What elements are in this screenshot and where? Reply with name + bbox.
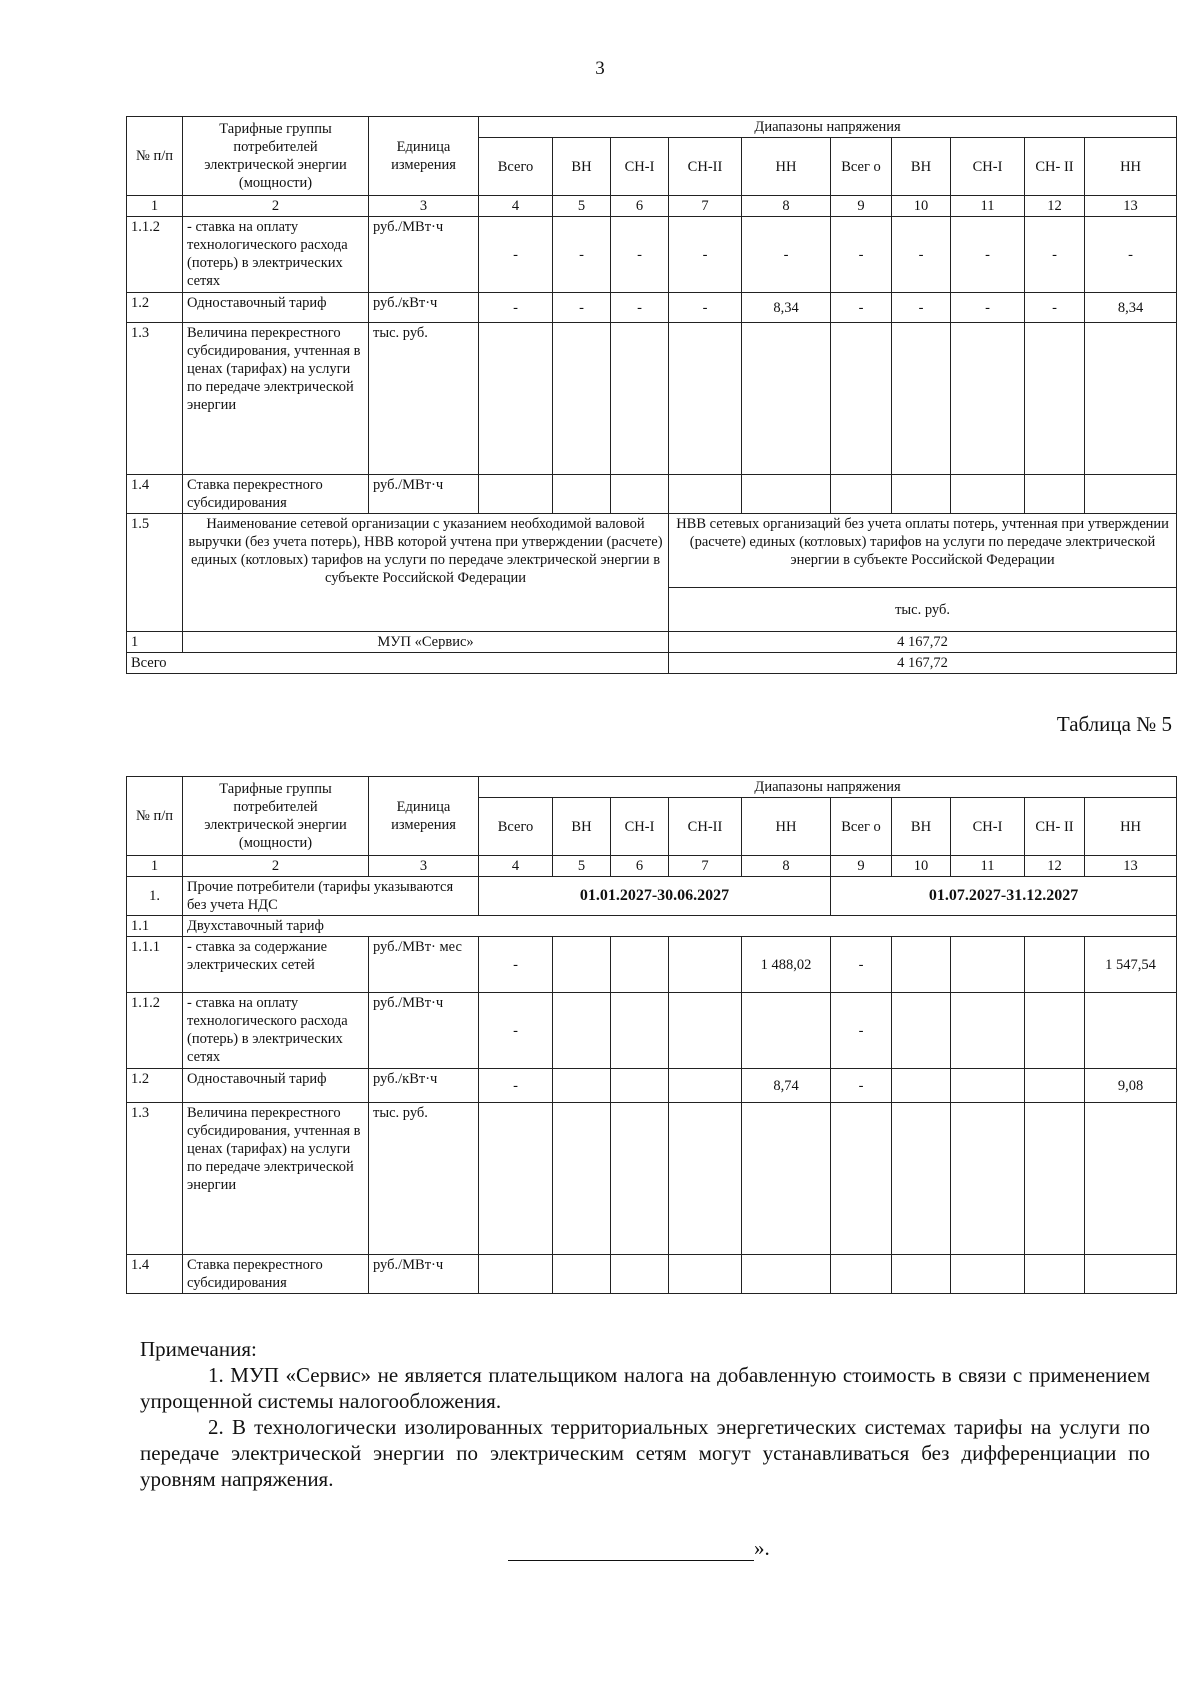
cell-value: - — [1025, 217, 1085, 293]
header-col: СН-I — [611, 138, 669, 196]
table-row — [127, 937, 1177, 993]
cell-value: - — [892, 217, 951, 293]
row-num: 1.1.2 — [127, 217, 183, 293]
cell-value: - — [479, 937, 553, 993]
row-name: - ставка на оплату технологического расхода (потерь) в электрических сетях — [183, 217, 369, 293]
cell-value: - — [479, 1069, 553, 1103]
cell-value: - — [611, 293, 669, 323]
col-number: 1 — [127, 856, 183, 877]
cell-value: - — [669, 217, 742, 293]
cell-value: - — [951, 217, 1025, 293]
cell-value: - — [951, 293, 1025, 323]
header-col: СН-I — [611, 798, 669, 856]
row-unit: руб./кВт·ч — [369, 293, 479, 323]
row-name: Прочие потребители (тарифы указываются без учета НДС — [183, 877, 479, 916]
row-unit: руб./МВт· мес — [369, 937, 479, 993]
cell-value: 9,08 — [1085, 1069, 1177, 1103]
table-row — [127, 217, 1177, 293]
cell-value — [1025, 937, 1085, 993]
tariff-table-5 — [126, 776, 1177, 1294]
header-col: НН — [742, 798, 831, 856]
col-number: 7 — [669, 856, 742, 877]
table-row — [127, 323, 1177, 475]
note-2: 2. В технологически изолированных территориальных энергетических системах тарифы на услуги по передаче электрической энергии по электрическим сетям могут устанавливаться без дифференциации по уровням напряжения. — [140, 1415, 1150, 1491]
row-name: Одноставочный тариф — [183, 293, 369, 323]
col-number: 6 — [611, 856, 669, 877]
page-number: 3 — [595, 58, 605, 79]
row-name: Двухставочный тариф — [183, 916, 1177, 937]
row-name: Ставка перекрестного субсидирования — [183, 1255, 369, 1294]
cell-value: - — [1025, 293, 1085, 323]
row-unit: руб./кВт·ч — [369, 1069, 479, 1103]
header-col: СН- II — [1025, 138, 1085, 196]
row-num: 1.3 — [127, 323, 183, 475]
row-name: Ставка перекрестного субсидирования — [183, 475, 369, 514]
row-name: - ставка за содержание электрических сетей — [183, 937, 369, 993]
col-number: 8 — [742, 196, 831, 217]
header-col: СН-I — [951, 798, 1025, 856]
cell-value — [611, 937, 669, 993]
row-num: 1.2 — [127, 293, 183, 323]
col-number: 6 — [611, 196, 669, 217]
cell-value — [611, 993, 669, 1069]
table-row — [127, 1103, 1177, 1255]
header-col: СН-II — [669, 138, 742, 196]
cell-value — [669, 937, 742, 993]
notes-section — [140, 1336, 1150, 1492]
row-num: 1.1 — [127, 916, 183, 937]
row-name: - ставка на оплату технологического расхода (потерь) в электрических сетях — [183, 993, 369, 1069]
cell-value: - — [742, 217, 831, 293]
table-row — [127, 993, 1177, 1069]
col-number: 10 — [892, 196, 951, 217]
row-unit: тыс. руб. — [369, 323, 479, 475]
cell-value — [1025, 1069, 1085, 1103]
cell-value — [553, 993, 611, 1069]
period-second-half: 01.07.2027-31.12.2027 — [831, 877, 1177, 916]
cell-value: - — [831, 993, 892, 1069]
row-name: Величина перекрестного субсидирования, учтенная в ценах (тарифах) на услуги по передаче электрической энергии — [183, 1103, 369, 1255]
row-num: 1.4 — [127, 475, 183, 514]
cell-value: 1 547,54 — [1085, 937, 1177, 993]
header-voltage: Диапазоны напряжения — [479, 117, 1177, 138]
cell-value — [892, 1069, 951, 1103]
col-number: 3 — [369, 196, 479, 217]
cell-value — [1025, 993, 1085, 1069]
cell-value — [951, 993, 1025, 1069]
row-num: 1.3 — [127, 1103, 183, 1255]
org-header-unit: тыс. руб. — [669, 588, 1177, 632]
cell-value — [951, 937, 1025, 993]
cell-value: 8,74 — [742, 1069, 831, 1103]
col-number: 2 — [183, 856, 369, 877]
org-name: МУП «Сервис» — [183, 632, 669, 653]
header-unit: Единица измерения — [369, 117, 479, 196]
header-groups: Тарифные группы потребителей электрической энергии (мощности) — [183, 777, 369, 856]
row-name: Одноставочный тариф — [183, 1069, 369, 1103]
table-row — [127, 475, 1177, 514]
cell-value: - — [1085, 217, 1177, 293]
cell-value — [951, 1069, 1025, 1103]
cell-value — [892, 993, 951, 1069]
header-col: СН- II — [1025, 798, 1085, 856]
header-col: СН-I — [951, 138, 1025, 196]
cell-value: 8,34 — [742, 293, 831, 323]
header-col: ВН — [553, 138, 611, 196]
cell-value: - — [611, 217, 669, 293]
col-number: 11 — [951, 196, 1025, 217]
org-header-left: Наименование сетевой организации с указанием необходимой валовой выручки (без учета потерь), НВВ которой учтена при утверждении (расчете) единых (котловых) тарифов на услуги по передаче электрической энергии в субъекте Российской Федерации — [183, 514, 669, 632]
table-row — [127, 877, 1177, 916]
cell-value: - — [831, 1069, 892, 1103]
row-num: 1.1.1 — [127, 937, 183, 993]
col-number: 4 — [479, 856, 553, 877]
header-num: № п/п — [127, 777, 183, 856]
table-row — [127, 653, 1177, 674]
header-col: Всего — [479, 798, 553, 856]
cell-value — [1085, 993, 1177, 1069]
cell-value — [669, 993, 742, 1069]
cell-value: - — [831, 217, 892, 293]
header-num: № п/п — [127, 117, 183, 196]
header-col: Всег о — [831, 138, 892, 196]
header-voltage: Диапазоны напряжения — [479, 777, 1177, 798]
row-unit: руб./МВт·ч — [369, 475, 479, 514]
cell-value: - — [479, 993, 553, 1069]
col-number: 9 — [831, 856, 892, 877]
header-col: ВН — [892, 798, 951, 856]
table-row — [127, 1255, 1177, 1294]
notes-title: Примечания: — [140, 1337, 257, 1361]
col-number: 12 — [1025, 196, 1085, 217]
col-number: 5 — [553, 196, 611, 217]
cell-value — [553, 937, 611, 993]
header-col: Всег о — [831, 798, 892, 856]
table-row — [127, 514, 1177, 588]
row-unit: руб./МВт·ч — [369, 217, 479, 293]
total-value: 4 167,72 — [669, 653, 1177, 674]
row-num: 1.2 — [127, 1069, 183, 1103]
total-label: Всего — [127, 653, 669, 674]
cell-value: - — [479, 293, 553, 323]
row-unit: руб./МВт·ч — [369, 993, 479, 1069]
signature-line — [508, 1540, 754, 1561]
tariff-table-continued — [126, 116, 1177, 674]
row-unit: руб./МВт·ч — [369, 1255, 479, 1294]
closing-line — [508, 1536, 770, 1561]
header-col: Всего — [479, 138, 553, 196]
table-row — [127, 632, 1177, 653]
col-number: 13 — [1085, 196, 1177, 217]
cell-value — [892, 937, 951, 993]
org-value: 4 167,72 — [669, 632, 1177, 653]
cell-value — [669, 1069, 742, 1103]
col-number: 1 — [127, 196, 183, 217]
cell-value: - — [669, 293, 742, 323]
header-col: НН — [1085, 138, 1177, 196]
col-number: 3 — [369, 856, 479, 877]
cell-value — [611, 1069, 669, 1103]
header-col: ВН — [553, 798, 611, 856]
row-num: 1.1.2 — [127, 993, 183, 1069]
table-row — [127, 916, 1177, 937]
col-number: 7 — [669, 196, 742, 217]
header-col: НН — [1085, 798, 1177, 856]
cell-value: 8,34 — [1085, 293, 1177, 323]
row-unit: тыс. руб. — [369, 1103, 479, 1255]
header-unit: Единица измерения — [369, 777, 479, 856]
col-number: 13 — [1085, 856, 1177, 877]
row-num: 1.4 — [127, 1255, 183, 1294]
col-number: 5 — [553, 856, 611, 877]
cell-value: - — [831, 937, 892, 993]
cell-value: - — [892, 293, 951, 323]
cell-value: - — [831, 293, 892, 323]
col-number: 12 — [1025, 856, 1085, 877]
header-col: СН-II — [669, 798, 742, 856]
header-col: НН — [742, 138, 831, 196]
col-number: 10 — [892, 856, 951, 877]
cell-value — [742, 993, 831, 1069]
header-groups: Тарифные группы потребителей электрической энергии (мощности) — [183, 117, 369, 196]
cell-value: 1 488,02 — [742, 937, 831, 993]
period-first-half: 01.01.2027-30.06.2027 — [479, 877, 831, 916]
row-num: 1.5 — [127, 514, 183, 632]
row-num: 1. — [127, 877, 183, 916]
table-caption: Таблица № 5 — [1056, 712, 1172, 736]
org-header-right: НВВ сетевых организаций без учета оплаты потерь, учтенная при утверждении (расчете) единых (котловых) тарифов на услуги по передаче электрической энергии в субъекте Российской Федерации — [669, 514, 1177, 588]
closing-quote: ». — [754, 1536, 770, 1560]
col-number: 9 — [831, 196, 892, 217]
cell-value: - — [553, 293, 611, 323]
col-number: 2 — [183, 196, 369, 217]
org-num: 1 — [127, 632, 183, 653]
col-number: 11 — [951, 856, 1025, 877]
col-number: 8 — [742, 856, 831, 877]
cell-value: - — [553, 217, 611, 293]
cell-value — [553, 1069, 611, 1103]
header-col: ВН — [892, 138, 951, 196]
cell-value: - — [479, 217, 553, 293]
col-number: 4 — [479, 196, 553, 217]
table-row — [127, 293, 1177, 323]
row-name: Величина перекрестного субсидирования, учтенная в ценах (тарифах) на услуги по передаче электрической энергии — [183, 323, 369, 475]
note-1: 1. МУП «Сервис» не является плательщиком налога на добавленную стоимость в связи с применением упрощенной системы налогообложения. — [140, 1363, 1150, 1413]
table-row — [127, 1069, 1177, 1103]
